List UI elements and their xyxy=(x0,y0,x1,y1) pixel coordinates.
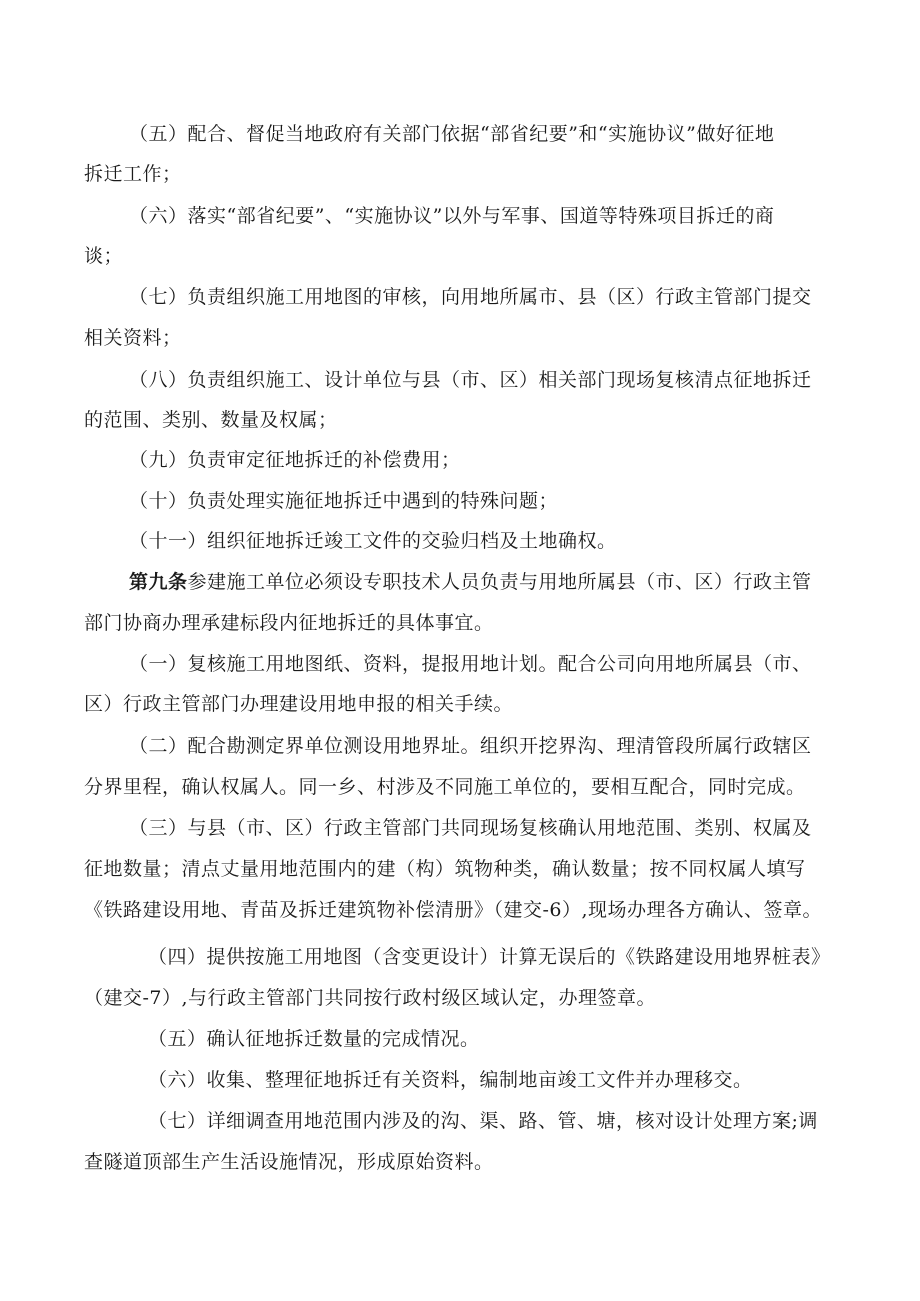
paragraph-line: 拆迁工作； xyxy=(84,163,182,185)
paragraph-line: （二）配合勘测定界单位测设用地界址。组织开挖界沟、理清管段所属行政辖区 xyxy=(129,735,812,757)
paragraph-line: 部门协商办理承建标段内征地拆迁的具体事宜。 xyxy=(84,612,494,634)
paragraph-line: 谈； xyxy=(84,245,124,267)
paragraph-line: （八）负责组织施工、设计单位与县（市、区）相关部门现场复核清点征地拆迁 xyxy=(129,369,812,391)
paragraph-line: （十一）组织征地拆迁竣工文件的交验归档及土地确权。 xyxy=(129,530,617,552)
paragraph-line: 区）行政主管部门办理建设用地申报的相关手续。 xyxy=(84,693,514,715)
paragraph-line: 征地数量；清点丈量用地范围内的建（构）筑物种类，确认数量；按不同权属人填写 xyxy=(84,858,806,880)
paragraph-line: （七）详细调查用地范围内涉及的沟、渠、路、管、塘，核对设计处理方案;调 xyxy=(148,1110,818,1132)
article-nine-line xyxy=(129,570,812,594)
paragraph-line: （六）落实“部省纪要”、“实施协议”以外与军事、国道等特殊项目拆迁的商 xyxy=(129,205,775,227)
paragraph-line: （五）配合、督促当地政府有关部门依据“部省纪要”和“实施协议”做好征地 xyxy=(129,123,775,145)
paragraph-line: （九）负责审定征地拆迁的补偿费用； xyxy=(129,449,461,471)
paragraph-line: （十）负责处理实施征地拆迁中遇到的特殊问题； xyxy=(129,490,559,512)
paragraph-line: （一）复核施工用地图纸、资料，提报用地计划。配合公司向用地所属县（市、 xyxy=(129,653,812,675)
paragraph-line: （六）收集、整理征地拆迁有关资料，编制地亩竣工文件并办理移交。 xyxy=(148,1069,753,1091)
paragraph-line: （四）提供按施工用地图（含变更设计）计算无误后的《铁路建设用地界桩表》 xyxy=(148,946,831,968)
paragraph-line: （七）负责组织施工用地图的审核，向用地所属市、县（区）行政主管部门提交 xyxy=(129,286,812,308)
paragraph-line: 相关资料； xyxy=(84,327,182,349)
article-nine-text: 参建施工单位必须设专职技术人员负责与用地所属县（市、区）行政主管 xyxy=(187,571,812,593)
article-nine-heading: 第九条 xyxy=(129,571,188,593)
paragraph-line: 分界里程，确认权属人。同一乡、村涉及不同施工单位的，要相互配合，同时完成。 xyxy=(84,776,806,798)
paragraph-line: 的范围、类别、数量及权属； xyxy=(84,409,338,431)
paragraph-line: 查隧道顶部生产生活设施情况，形成原始资料。 xyxy=(84,1151,494,1173)
paragraph-line: （三）与县（市、区）行政主管部门共同现场复核确认用地范围、类别、权属及 xyxy=(129,817,812,839)
paragraph-line: 《铁路建设用地、青苗及拆迁建筑物补偿清册》（建交-6）,现场办理各方确认、签章。 xyxy=(84,899,823,921)
paragraph-line: （建交-7）,与行政主管部门共同按行政村级区域认定，办理签章。 xyxy=(84,987,657,1009)
paragraph-line: （五）确认征地拆迁数量的完成情况。 xyxy=(148,1028,480,1050)
